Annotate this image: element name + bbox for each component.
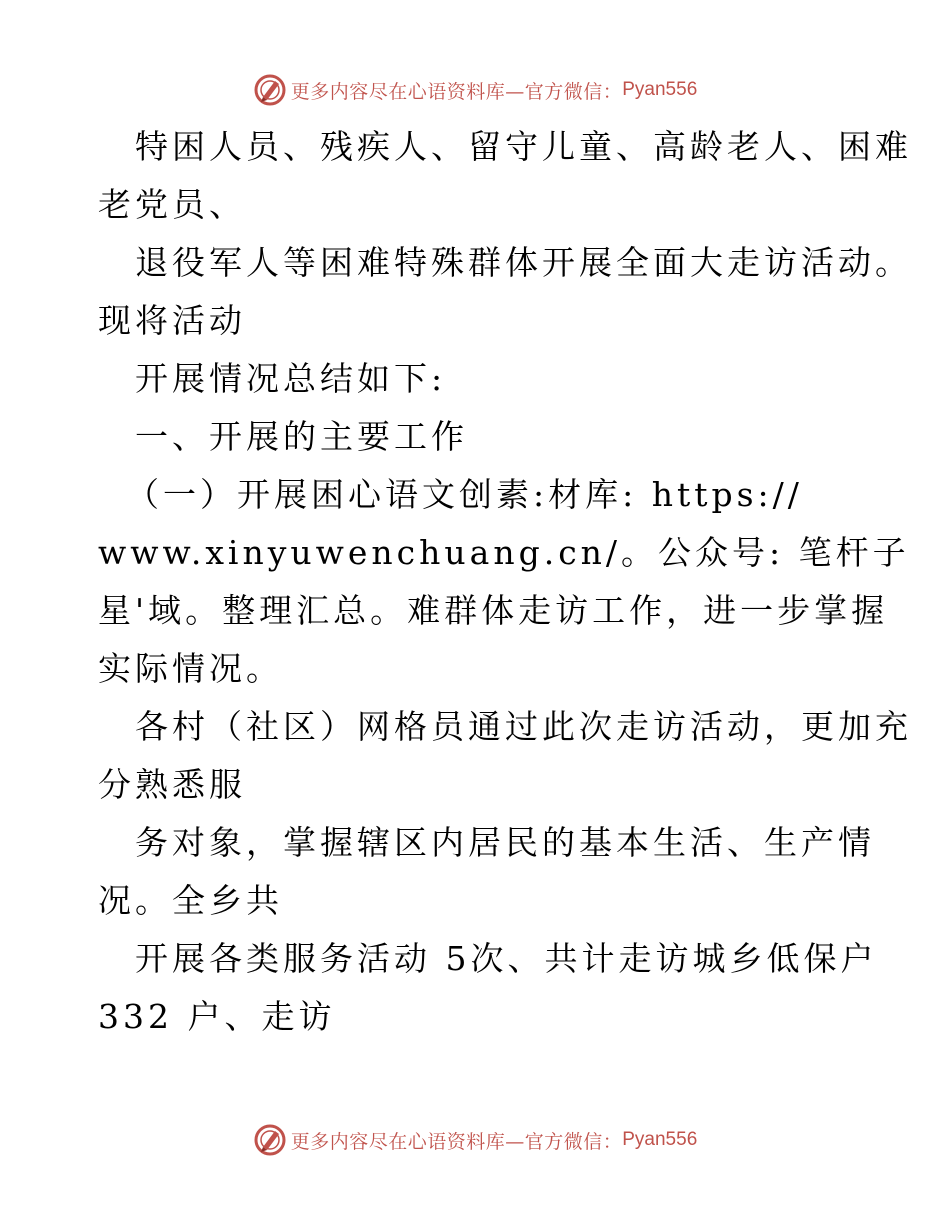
body-line: 实际情况。: [98, 649, 283, 688]
body-line: 开展情况总结如下:: [135, 359, 447, 398]
pen-nib-circle-icon: [253, 73, 287, 107]
section-heading: 一、开展的主要工作: [135, 417, 468, 456]
body-line: （一）开展困心语文创素:材库: https://: [126, 475, 803, 514]
footer-watermark-text: 更多内容尽在心语资料库—官方微信：: [290, 1130, 623, 1153]
document-body: [98, 118, 912, 1046]
pen-nib-circle-icon: [253, 1123, 287, 1157]
header-watermark-id: Pyan556: [622, 79, 698, 100]
body-line: 特困人员、残疾人、留守儿童、高龄老人、困难: [135, 127, 912, 166]
footer-watermark-id: Pyan556: [622, 1129, 698, 1150]
header-watermark-text: 更多内容尽在心语资料库—官方微信：: [290, 80, 623, 103]
body-line: 332 户、走访: [98, 997, 336, 1036]
body-line: 各村（社区）网格员通过此次走访活动，更加充: [135, 707, 912, 746]
body-line: 现将活动: [98, 301, 246, 340]
body-line: 开展各类服务活动 5次、共计走访城乡低保户: [135, 939, 878, 978]
body-line: 况。全乡共: [98, 881, 283, 920]
body-line: 退役军人等困难特殊群体开展全面大走访活动。: [135, 243, 912, 282]
body-line: 老党员、: [98, 185, 246, 224]
body-line: 务对象，掌握辖区内居民的基本生活、生产情: [135, 823, 875, 862]
body-line: www.xinyuwenchuang.cn/。公众号: 笔杆子: [98, 533, 910, 572]
header-watermark: [0, 70, 950, 110]
body-line: 星'域。整理汇总。难群体走访工作，进一步掌握: [98, 591, 889, 630]
body-line: 分熟悉服: [98, 765, 246, 804]
footer-watermark: [0, 1120, 950, 1160]
